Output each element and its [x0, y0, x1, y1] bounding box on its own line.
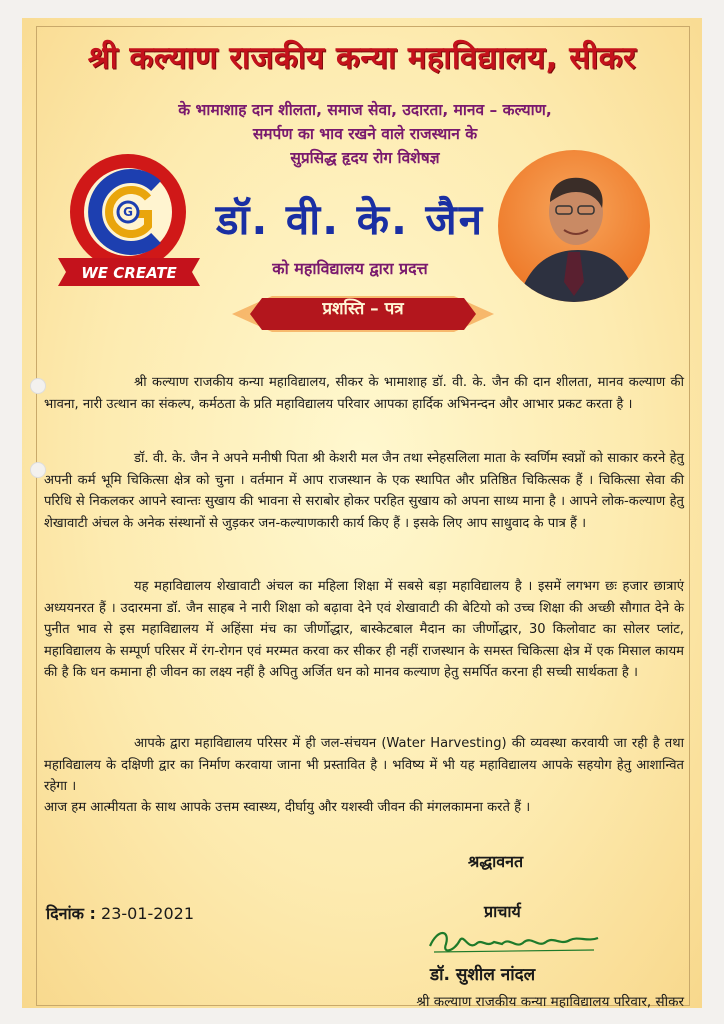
paragraph-2-text: डॉ. वी. के. जैन ने अपने मनीषी पिता श्री केशरी मल जैन तथा स्नेहसलिला माता के स्वर्णिम स्वप्नों को साकार करने हेतु अपनी कर्म भूमि चिकित्सा क्षेत्र को चुना । वर्तमान में आप राजस्थान के एक स्थापित और प्रतिष्ठित चिकित्सक हैं । चिकित्सा सेवा की परिधि से निकलकर आपने स्वान्तः सुखाय की भावना से सराबोर होकर परहित सुखाय को अपना साध्य माना है । आपने लोक-कल्याण हेतु शेखावाटी अंचल के अनेक संस्थानों से जुड़कर जन-कल्याणकारी कार्य किए हैं । इसके लिए आप साधुवाद के पात्र हैं ।: [44, 451, 684, 531]
svg-text:G: G: [123, 205, 133, 219]
paragraph-2: [44, 448, 684, 534]
dedicated-by: को महाविद्यालय द्वारा प्रदत्त: [272, 259, 428, 278]
honoree-photo: [498, 150, 650, 302]
signatory-name: डॉ. सुशील नांदल: [430, 965, 536, 985]
certificate-label: प्रशस्ति – पत्र: [322, 299, 404, 319]
institution-footer: श्री कल्याण राजकीय कन्या महाविद्यालय परिवार, सीकर: [416, 994, 684, 1010]
regards: श्रद्धावनत: [468, 852, 524, 871]
subtitle-line-1: के भामाशाह दान शीलता, समाज सेवा, उदारता, मानव – कल्याण,: [178, 101, 552, 119]
paragraph-1: [44, 372, 684, 415]
date-line: [46, 902, 194, 924]
paragraph-5-text: आज हम आत्मीयता के साथ आपके उत्तम स्वास्थ्य, दीर्घायु और यशस्वी जीवन की मंगलकामना करते हैं ।: [44, 800, 531, 815]
honoree-name: डॉ. वी. के. जैन: [215, 195, 485, 244]
college-logo: [52, 150, 206, 295]
paragraph-4: [44, 733, 684, 798]
subtitle-line-3: सुप्रसिद्ध हृदय रोग विशेषज्ञ: [290, 149, 440, 167]
paragraph-3: [44, 576, 684, 684]
date-label: दिनांक :: [46, 904, 96, 923]
paragraph-5: [44, 797, 684, 819]
paragraph-3-text: यह महाविद्यालय शेखावाटी अंचल का महिला शिक्षा में सबसे बड़ा महाविद्यालय है । इसमें लगभग छः हजार छात्राएं अध्ययनरत हैं । उदारमना डॉ. जैन साहब ने नारी शिक्षा को बढ़ावा देने एवं शेखावाटी की बेटियो को उच्च शिक्षा की अच्छी सौगात देने के पुनीत भाव से इस महाविद्यालय में अहिंसा मंच का जीर्णोद्धार, बास्केटबाल मैदान का जीर्णोद्धार, 30 किलोवाट का सोलर प्लांट, महाविद्यालय के सम्पूर्ण परिसर में रंग-रोगन एवं मरम्मत करवा कर सीकर ही नहीं राजस्थान के समस्त चिकित्सा क्षेत्र में एक मिसाल कायम की है कि धन कमाना ही जीवन का लक्ष्य नहीं है अपितु अर्जित धन को मानव कल्याण हेतु समर्पित करना ही सच्ची सार्थकता है ।: [44, 579, 684, 680]
college-title: श्री कल्याण राजकीय कन्या महाविद्यालय, सीकर: [87, 40, 637, 76]
signature: [424, 922, 604, 960]
date-value: 23-01-2021: [101, 904, 194, 923]
paragraph-1-text: श्री कल्याण राजकीय कन्या महाविद्यालय, सीकर के भामाशाह डॉ. वी. के. जैन की दान शीलता, मानव कल्याण की भावना, नारी उत्थान का संकल्प, कर्मठता के प्रति महाविद्यालय परिवार आपका हार्दिक अभिनन्दन और आभार प्रकट करता है ।: [44, 375, 684, 412]
paragraph-4-text: आपके द्वारा महाविद्यालय परिसर में ही जल-संचयन (Water Harvesting) की व्यवस्था करवायी जा रही है तथा महाविद्यालय के दक्षिणी द्वार का निर्माण करवाया जाना भी प्रस्तावित है । भविष्य में भी यह महाविद्यालय आपके सहयोग हेतु आशान्वित रहेगा ।: [44, 736, 684, 794]
logo-text: WE CREATE: [81, 264, 177, 282]
designation: प्राचार्य: [484, 902, 521, 921]
subtitle-line-2: समर्पण का भाव रखने वाले राजस्थान के: [252, 125, 478, 143]
